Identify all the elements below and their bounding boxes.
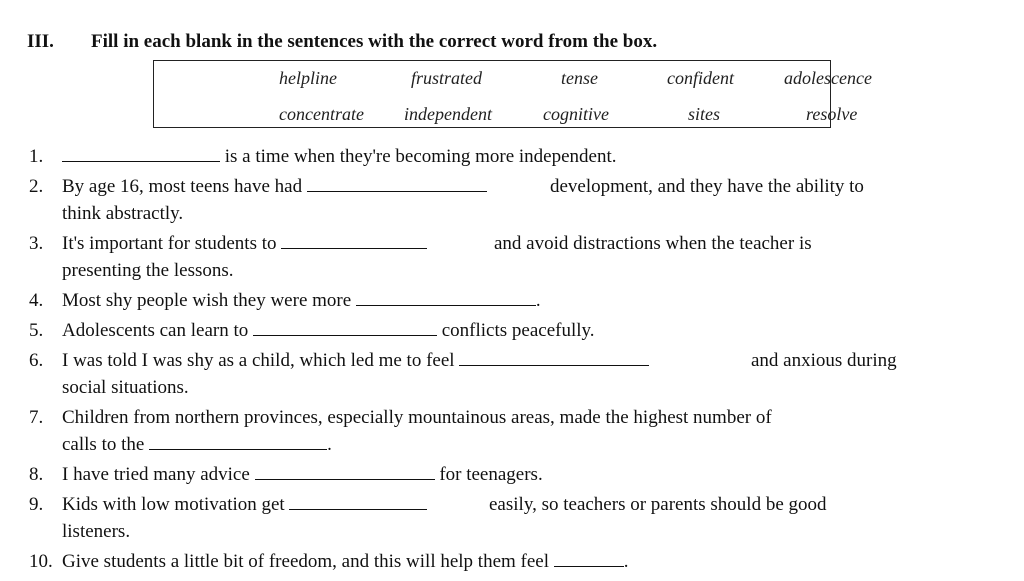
exercise-number: III. <box>27 31 54 52</box>
question-text-before: Children from northern provinces, especially mountainous areas, made the highest number of <box>62 407 772 428</box>
question-number: 10. <box>29 551 53 572</box>
question-1 <box>29 143 959 170</box>
question-text-before: By age 16, most teens have had <box>62 176 303 197</box>
question-number: 5. <box>29 320 44 341</box>
question-number: 4. <box>29 290 44 311</box>
word-option: independent <box>404 104 492 124</box>
question-text-before: Most shy people wish they were more <box>62 290 352 311</box>
question-6 <box>29 347 959 401</box>
answer-blank[interactable] <box>307 173 487 192</box>
question-8 <box>29 461 959 488</box>
question-text-before: Adolescents can learn to <box>62 320 249 341</box>
question-text-after: conflicts peacefully. <box>441 320 595 341</box>
answer-blank[interactable] <box>255 461 435 480</box>
word-option: adolescence <box>784 68 872 88</box>
question-3 <box>29 230 959 284</box>
question-text-after: and avoid distractions when the teacher is <box>494 233 812 254</box>
answer-blank[interactable] <box>149 431 327 450</box>
question-2 <box>29 173 959 227</box>
question-text-continued: social situations. <box>62 377 189 398</box>
question-text-before: It's important for students to <box>62 233 277 254</box>
word-option: tense <box>561 68 598 88</box>
question-text-before: Kids with low motivation get <box>62 494 285 515</box>
question-text-after: easily, so teachers or parents should be good <box>489 494 827 515</box>
answer-blank[interactable] <box>253 317 437 336</box>
answer-blank[interactable] <box>459 347 649 366</box>
question-text-after: is a time when they're becoming more independent. <box>224 146 617 167</box>
question-number: 2. <box>29 176 44 197</box>
answer-blank[interactable] <box>289 491 427 510</box>
answer-blank[interactable] <box>356 287 536 306</box>
exercise-heading <box>27 31 657 53</box>
question-text-continued: listeners. <box>62 521 131 542</box>
answer-blank[interactable] <box>62 143 220 162</box>
question-number: 7. <box>29 407 44 428</box>
question-7 <box>29 404 959 458</box>
answer-blank[interactable] <box>554 548 624 567</box>
word-option: helpline <box>279 68 337 88</box>
question-9 <box>29 491 959 545</box>
question-5 <box>29 317 959 344</box>
word-box <box>153 60 872 128</box>
question-text-after: for teenagers. <box>439 464 543 485</box>
word-option: confident <box>667 68 734 88</box>
question-text-after: development, and they have the ability to <box>550 176 864 197</box>
word-option: frustrated <box>411 68 483 88</box>
question-text-before: I was told I was shy as a child, which led me to feel <box>62 350 455 371</box>
question-number: 3. <box>29 233 44 254</box>
question-text-continued: calls to the <box>62 434 145 455</box>
question-text-before: Give students a little bit of freedom, and this will help them feel <box>62 551 550 572</box>
question-10 <box>29 548 959 575</box>
word-option: sites <box>688 104 721 124</box>
question-text-after: . <box>623 551 629 572</box>
word-option: cognitive <box>543 104 609 124</box>
question-number: 9. <box>29 494 44 515</box>
question-text-continued: think abstractly. <box>62 203 184 224</box>
word-option: resolve <box>806 104 858 124</box>
question-4 <box>29 287 959 314</box>
question-text-after: and anxious during <box>751 350 897 371</box>
question-number: 6. <box>29 350 44 371</box>
question-number: 1. <box>29 146 44 167</box>
question-number: 8. <box>29 464 44 485</box>
exercise-instruction: Fill in each blank in the sentences with the correct word from the box. <box>91 31 658 52</box>
answer-blank[interactable] <box>281 230 427 249</box>
question-text-after: . <box>327 434 332 455</box>
question-text-before: I have tried many advice <box>62 464 250 485</box>
question-text-continued: presenting the lessons. <box>62 260 234 281</box>
word-option: concentrate <box>279 104 364 124</box>
question-text-after: . <box>535 290 541 311</box>
